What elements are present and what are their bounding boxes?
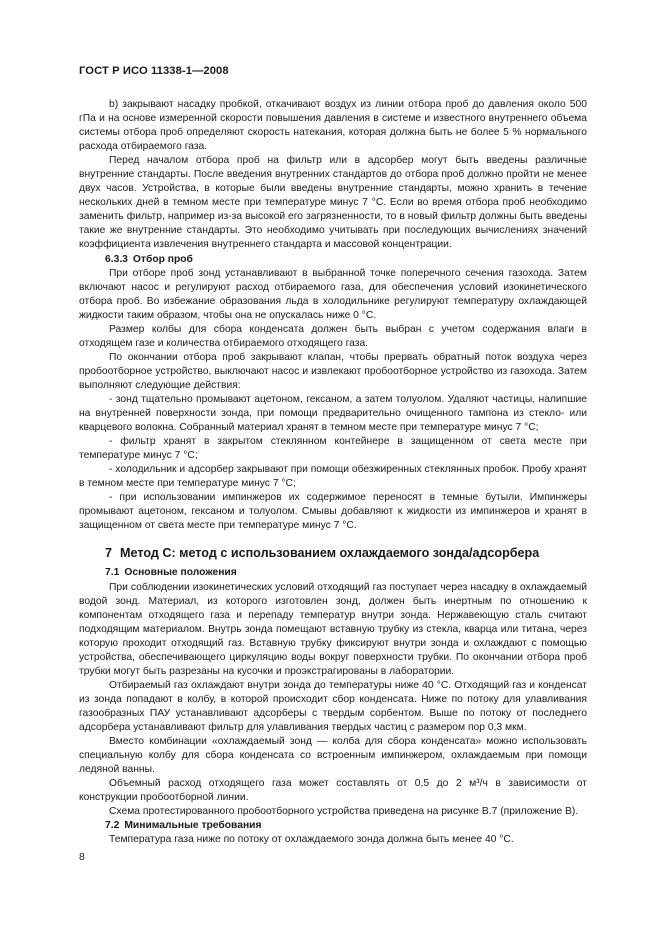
- paragraph: Перед началом отбора проб на фильтр или в адсорбер могут быть введены различные внутренние стандарты. После введения внутренних стандартов до отбора проб должно пройти не менее двух часов. Устройства, в которые были введены внутренние стандарты, можно хранить в течение нескольких дней в темном месте при температуре минус 7 °С. Если во время отбора проб необходимо заменить фильтр, например из-за высокой его загрязненности, то в новый фильтр должны быть введены такие же внутренние стандарты. Это необходимо учитывать при последующих вычислениях значений коэффициента извлечения внутреннего стандарта и массовой концентрации.: [79, 155, 587, 251]
- paragraph: По окончании отбора проб закрывают клапан, чтобы прервать обратный поток воздуха через пробоотборное устройство, выключают насос и извлекают пробоотборное устройство из газохода. Затем выполняют следующие действия:: [79, 351, 587, 391]
- paragraph: - холодильник и адсорбер закрывают при помощи обезжиренных стеклянных пробок. Пробу хранят в темном месте при температуре минус 7 °С;: [79, 464, 587, 490]
- paragraph: - фильтр хранят в закрытом стеклянном контейнере в защищенном от света месте при температуре минус 7 °С;: [79, 436, 587, 462]
- paragraph: Размер колбы для сбора конденсата должен быть выбран с учетом содержания влаги в отходящем газе и количества отбираемого отходящего газа.: [79, 323, 587, 349]
- heading-number: 7.2: [105, 820, 120, 832]
- paragraph: Температура газа ниже по потоку от охлаждаемого зонда должна быть менее 40 °С.: [109, 834, 514, 846]
- paragraph: При отборе проб зонд устанавливают в выбранной точке поперечного сечения газохода. Затем включают насос и регулируют расход отбираемого газа, для обеспечения условий изокинетического отбора проб. Во избежание образования льда в холодильнике регулируют температуру охлаждающей жидкости таким образом, чтобы она не опускалась ниже 0 °С.: [79, 267, 587, 321]
- subsection-heading: [79, 253, 587, 267]
- paragraph: - при использовании импинжеров их содержимое переносят в темные бутыли. Импинжеры промывают ацетоном, гексаном и толуолом. Смывы добавляют к жидкости из импинжеров и хранят в защищенном от света месте при температуре минус 7 °С.: [79, 492, 587, 532]
- heading-text: Метод С: метод с использованием охлаждаемого зонда/адсорбера: [120, 546, 540, 561]
- body-text: [79, 98, 587, 847]
- subsection-heading: [79, 819, 587, 833]
- paragraph: b) закрывают насадку пробкой, откачивают воздух из линии отбора проб до давления около 500 гПа и на основе измеренной скорости повышения давления в системе и известного внутреннего объема системы отбора проб определяют скорость натекания, которая должна быть не более 5 % нормального расхода отбираемого газа.: [79, 99, 587, 153]
- heading-text: Минимальные требования: [124, 820, 262, 832]
- paragraph: - зонд тщательно промывают ацетоном, гексаном, а затем толуолом. Удаляют частицы, налипшие на внутренней поверхности зонда, при помощи предварительно очищенного тампона из стекло- или кварцевого волокна. Собранный материал хранят в темном месте при температуре минус 7 °С;: [79, 393, 587, 434]
- heading-number: 7: [105, 546, 113, 561]
- paragraph: Объемный расход отходящего газа может составлять от 0,5 до 2 м³/ч в зависимости от конструкции пробоотборной линии.: [79, 778, 587, 804]
- heading-text: Основные положения: [124, 567, 237, 579]
- section-heading: [79, 545, 587, 561]
- heading-number: 6.3.3: [105, 253, 128, 265]
- running-header: ГОСТ Р ИСО 11338-1—2008: [79, 65, 229, 77]
- page-number: 8: [79, 852, 85, 863]
- paragraph: Схема протестированного пробоотборного устройства приведена на рисунке В.7 (приложение В).: [109, 806, 579, 818]
- paragraph: Отбираемый газ охлаждают внутри зонда до температуры ниже 40 °С. Отходящий газ и конденсат из зонда попадают в колбу, в которой происходит сбор конденсата. Ниже по потоку для улавливания газообразных ПАУ устанавливают адсорберы с твердым сорбентом. Выше по потоку от последнего адсорбера устанавливают фильтр для улавливания твердых частиц с размером пор 0,3 мкм.: [79, 679, 587, 733]
- paragraph: При соблюдении изокинетических условий отходящий газ поступает через насадку в охлаждаемый водой зонд. Материал, из которого изготовлен зонд, должен быть инертным по отношению к компонентам отходящего газа и перепаду температур внутри зонда. Нержавеющую сталь считают подходящим материалом. Внутрь зонда помещают вставную трубку из стекла, кварца или титана, через которую проходит отходящий газ. Вставную трубку фиксируют внутри зонда и охлаждают с помощью устройства, обеспечивающего циркуляцию воды вокруг поверхности трубки. По окончании отбора проб трубки могут быть разрезаны на кусочки и проэкстрагированы в лаборатории.: [79, 581, 587, 677]
- subsection-heading: [79, 566, 587, 580]
- paragraph: Вместо комбинации «охлаждаемый зонд — колба для сбора конденсата» можно использовать специальную колбу для сбора конденсата со встроенным импинжером, охлаждаемым при помощи ледяной ванны.: [79, 736, 587, 776]
- heading-number: 7.1: [105, 567, 120, 579]
- heading-text: Отбор проб: [132, 253, 193, 265]
